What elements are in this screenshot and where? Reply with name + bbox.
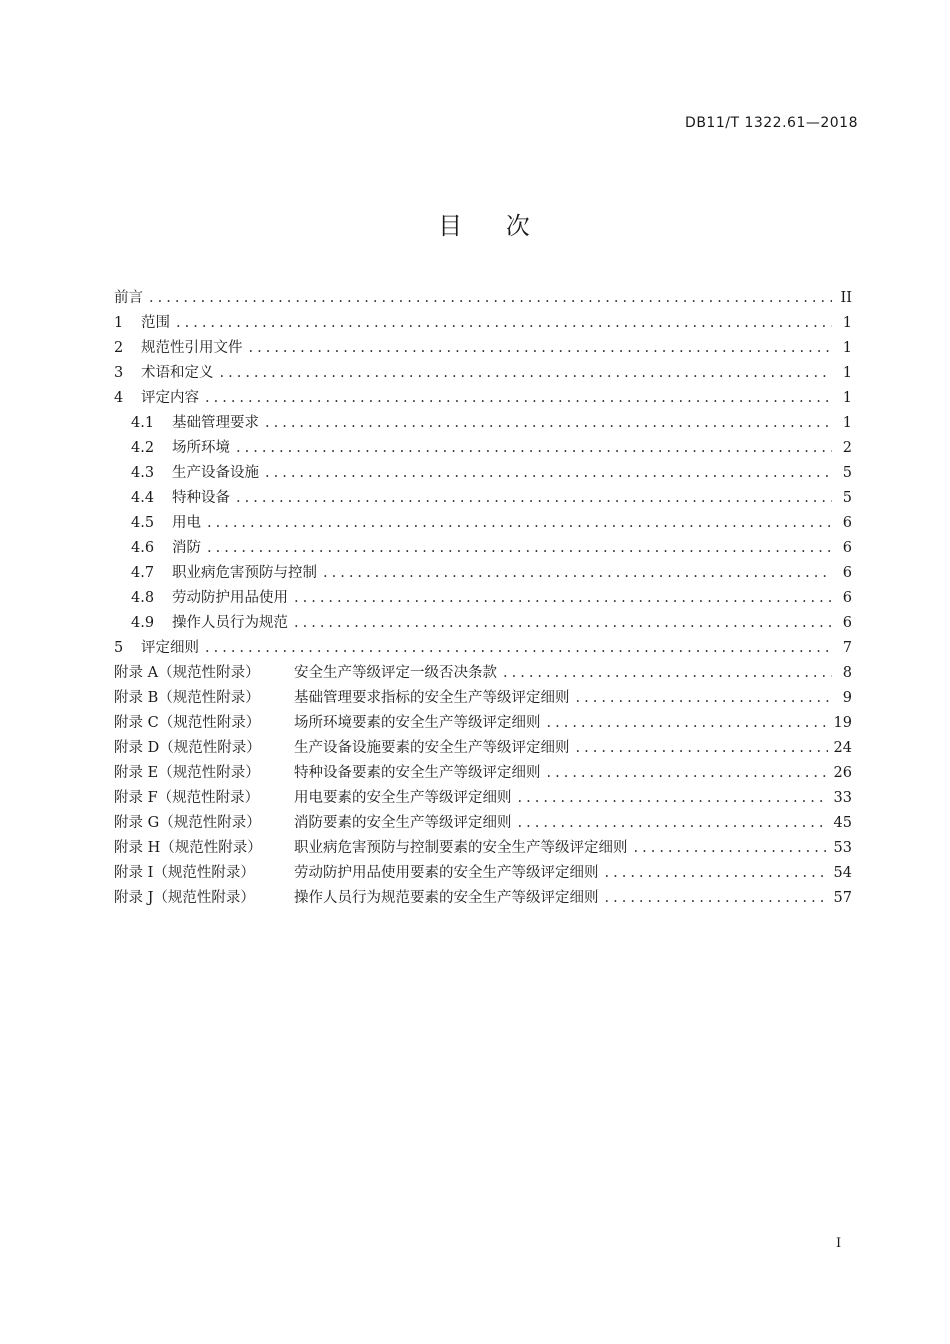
- dot-leader: [149, 290, 832, 306]
- toc-page-number: 5: [842, 490, 852, 506]
- toc-page-number: 2: [842, 440, 852, 456]
- standard-code: DB11/T 1322.61—2018: [685, 115, 858, 131]
- toc-entry-number: 2: [114, 340, 124, 356]
- toc-page-number: 24: [833, 740, 852, 756]
- toc-appendix-i[interactable]: [114, 861, 852, 886]
- page-number: I: [836, 1236, 842, 1251]
- toc-entry-text: 用电要素的安全生产等级评定细则: [294, 790, 512, 806]
- toc-page-number: 5: [842, 465, 852, 481]
- toc-entry-text: 安全生产等级评定一级否决条款: [294, 665, 497, 681]
- dot-leader: [518, 790, 828, 806]
- toc-subentry-4-1[interactable]: [114, 411, 852, 436]
- toc-entry-number: 5: [114, 640, 124, 656]
- toc-subentry-4-4[interactable]: [114, 486, 852, 511]
- toc-entry-number: 4.2: [131, 440, 155, 456]
- toc-subentry-4-6[interactable]: [114, 536, 852, 561]
- toc-entry-number: 4.3: [131, 465, 155, 481]
- toc-appendix-d[interactable]: [114, 736, 852, 761]
- dot-leader: [503, 665, 832, 681]
- toc-subentry-4-7[interactable]: [114, 561, 852, 586]
- appendix-label: 附录 E（规范性附录）: [114, 765, 260, 781]
- dot-leader: [294, 615, 832, 631]
- toc-entry-text: 特种设备: [172, 490, 230, 506]
- toc-entry-text: 规范性引用文件: [141, 340, 243, 356]
- dot-leader: [265, 415, 832, 431]
- toc-entry-number: 4.7: [131, 565, 155, 581]
- toc-entry-text: 消防: [172, 540, 201, 556]
- toc-appendix-j[interactable]: [114, 886, 852, 911]
- appendix-label: 附录 F（规范性附录）: [114, 790, 260, 806]
- toc-page-number: 8: [842, 665, 852, 681]
- dot-leader: [207, 515, 832, 531]
- dot-leader: [518, 815, 828, 831]
- toc-page-number: 6: [842, 565, 852, 581]
- toc-entry-text: 劳动防护用品使用: [172, 590, 288, 606]
- toc-entry-number: 4.9: [131, 615, 155, 631]
- toc-page-number: 1: [842, 340, 852, 356]
- toc-entry-3[interactable]: [114, 361, 852, 386]
- toc-entry-number: 4.5: [131, 515, 155, 531]
- toc-entry-text: 场所环境要素的安全生产等级评定细则: [294, 715, 541, 731]
- toc-appendix-c[interactable]: [114, 711, 852, 736]
- dot-leader: [236, 490, 832, 506]
- toc-entry-foreword[interactable]: [114, 286, 852, 311]
- toc-page-number: 57: [833, 890, 852, 906]
- toc-appendix-h[interactable]: [114, 836, 852, 861]
- dot-leader: [547, 765, 828, 781]
- dot-leader: [220, 365, 833, 381]
- appendix-label: 附录 C（规范性附录）: [114, 715, 261, 731]
- toc-entry-text: 用电: [172, 515, 201, 531]
- dot-leader: [547, 715, 828, 731]
- toc-appendix-f[interactable]: [114, 786, 852, 811]
- toc-entry-text: 评定内容: [141, 390, 199, 406]
- toc-entry-number: 4.8: [131, 590, 155, 606]
- table-of-contents: [114, 286, 852, 911]
- dot-leader: [605, 890, 828, 906]
- toc-entry-text: 基础管理要求指标的安全生产等级评定细则: [294, 690, 570, 706]
- toc-entry-text: 特种设备要素的安全生产等级评定细则: [294, 765, 541, 781]
- appendix-label: 附录 I（规范性附录）: [114, 865, 255, 881]
- toc-entry-text: 基础管理要求: [172, 415, 259, 431]
- dot-leader: [634, 840, 828, 856]
- toc-entry-text: 职业病危害预防与控制要素的安全生产等级评定细则: [294, 840, 628, 856]
- toc-entry-1[interactable]: [114, 311, 852, 336]
- toc-entry-text: 场所环境: [172, 440, 230, 456]
- toc-entry-text: 劳动防护用品使用要素的安全生产等级评定细则: [294, 865, 599, 881]
- toc-page-number: 6: [842, 590, 852, 606]
- toc-subentry-4-5[interactable]: [114, 511, 852, 536]
- toc-page-number: 6: [842, 615, 852, 631]
- toc-page-number: II: [840, 290, 852, 306]
- toc-page-number: 7: [842, 640, 852, 656]
- toc-entry-text: 消防要素的安全生产等级评定细则: [294, 815, 512, 831]
- toc-page-number: 6: [842, 515, 852, 531]
- toc-appendix-a[interactable]: [114, 661, 852, 686]
- toc-entry-text: 操作人员行为规范要素的安全生产等级评定细则: [294, 890, 599, 906]
- dot-leader: [294, 590, 832, 606]
- page-title: 目 次: [438, 212, 548, 240]
- toc-page-number: 54: [833, 865, 852, 881]
- toc-entry-number: 4.6: [131, 540, 155, 556]
- dot-leader: [205, 390, 832, 406]
- toc-page-number: 33: [833, 790, 852, 806]
- dot-leader: [605, 865, 828, 881]
- dot-leader: [576, 740, 828, 756]
- toc-page-number: 1: [842, 415, 852, 431]
- toc-entry-number: 4.4: [131, 490, 155, 506]
- dot-leader: [249, 340, 833, 356]
- toc-entry-number: 4.1: [131, 415, 155, 431]
- toc-entry-text: 生产设备设施: [172, 465, 259, 481]
- toc-entry-5[interactable]: [114, 636, 852, 661]
- toc-subentry-4-3[interactable]: [114, 461, 852, 486]
- toc-appendix-e[interactable]: [114, 761, 852, 786]
- toc-page-number: 19: [833, 715, 852, 731]
- dot-leader: [207, 540, 832, 556]
- toc-page-number: 45: [833, 815, 852, 831]
- toc-page-number: 1: [842, 365, 852, 381]
- toc-page-number: 1: [842, 390, 852, 406]
- toc-entry-text: 生产设备设施要素的安全生产等级评定细则: [294, 740, 570, 756]
- toc-entry-text: 术语和定义: [141, 365, 214, 381]
- toc-appendix-g[interactable]: [114, 811, 852, 836]
- toc-entry-number: 3: [114, 365, 124, 381]
- toc-page-number: 53: [833, 840, 852, 856]
- toc-entry-4[interactable]: [114, 386, 852, 411]
- toc-entry-number: 4: [114, 390, 124, 406]
- appendix-label: 附录 A（规范性附录）: [114, 665, 260, 681]
- dot-leader: [323, 565, 832, 581]
- toc-entry-text: 操作人员行为规范: [172, 615, 288, 631]
- toc-subentry-4-9[interactable]: [114, 611, 852, 636]
- dot-leader: [265, 465, 832, 481]
- toc-entry-text: 职业病危害预防与控制: [172, 565, 317, 581]
- toc-subentry-4-2[interactable]: [114, 436, 852, 461]
- toc-appendix-b[interactable]: [114, 686, 852, 711]
- appendix-label: 附录 B（规范性附录）: [114, 690, 260, 706]
- toc-page-number: 1: [842, 315, 852, 331]
- appendix-label: 附录 D（规范性附录）: [114, 740, 261, 756]
- toc-entry-number: 1: [114, 315, 124, 331]
- dot-leader: [576, 690, 833, 706]
- appendix-label: 附录 G（规范性附录）: [114, 815, 261, 831]
- appendix-label: 附录 H（规范性附录）: [114, 840, 262, 856]
- dot-leader: [176, 315, 832, 331]
- toc-page-number: 6: [842, 540, 852, 556]
- toc-entry-text: 前言: [114, 290, 143, 306]
- dot-leader: [205, 640, 832, 656]
- toc-entry-text: 评定细则: [141, 640, 199, 656]
- toc-subentry-4-8[interactable]: [114, 586, 852, 611]
- appendix-label: 附录 J（规范性附录）: [114, 890, 255, 906]
- dot-leader: [236, 440, 832, 456]
- toc-entry-2[interactable]: [114, 336, 852, 361]
- toc-entry-text: 范围: [141, 315, 170, 331]
- toc-page-number: 26: [833, 765, 852, 781]
- toc-page-number: 9: [842, 690, 852, 706]
